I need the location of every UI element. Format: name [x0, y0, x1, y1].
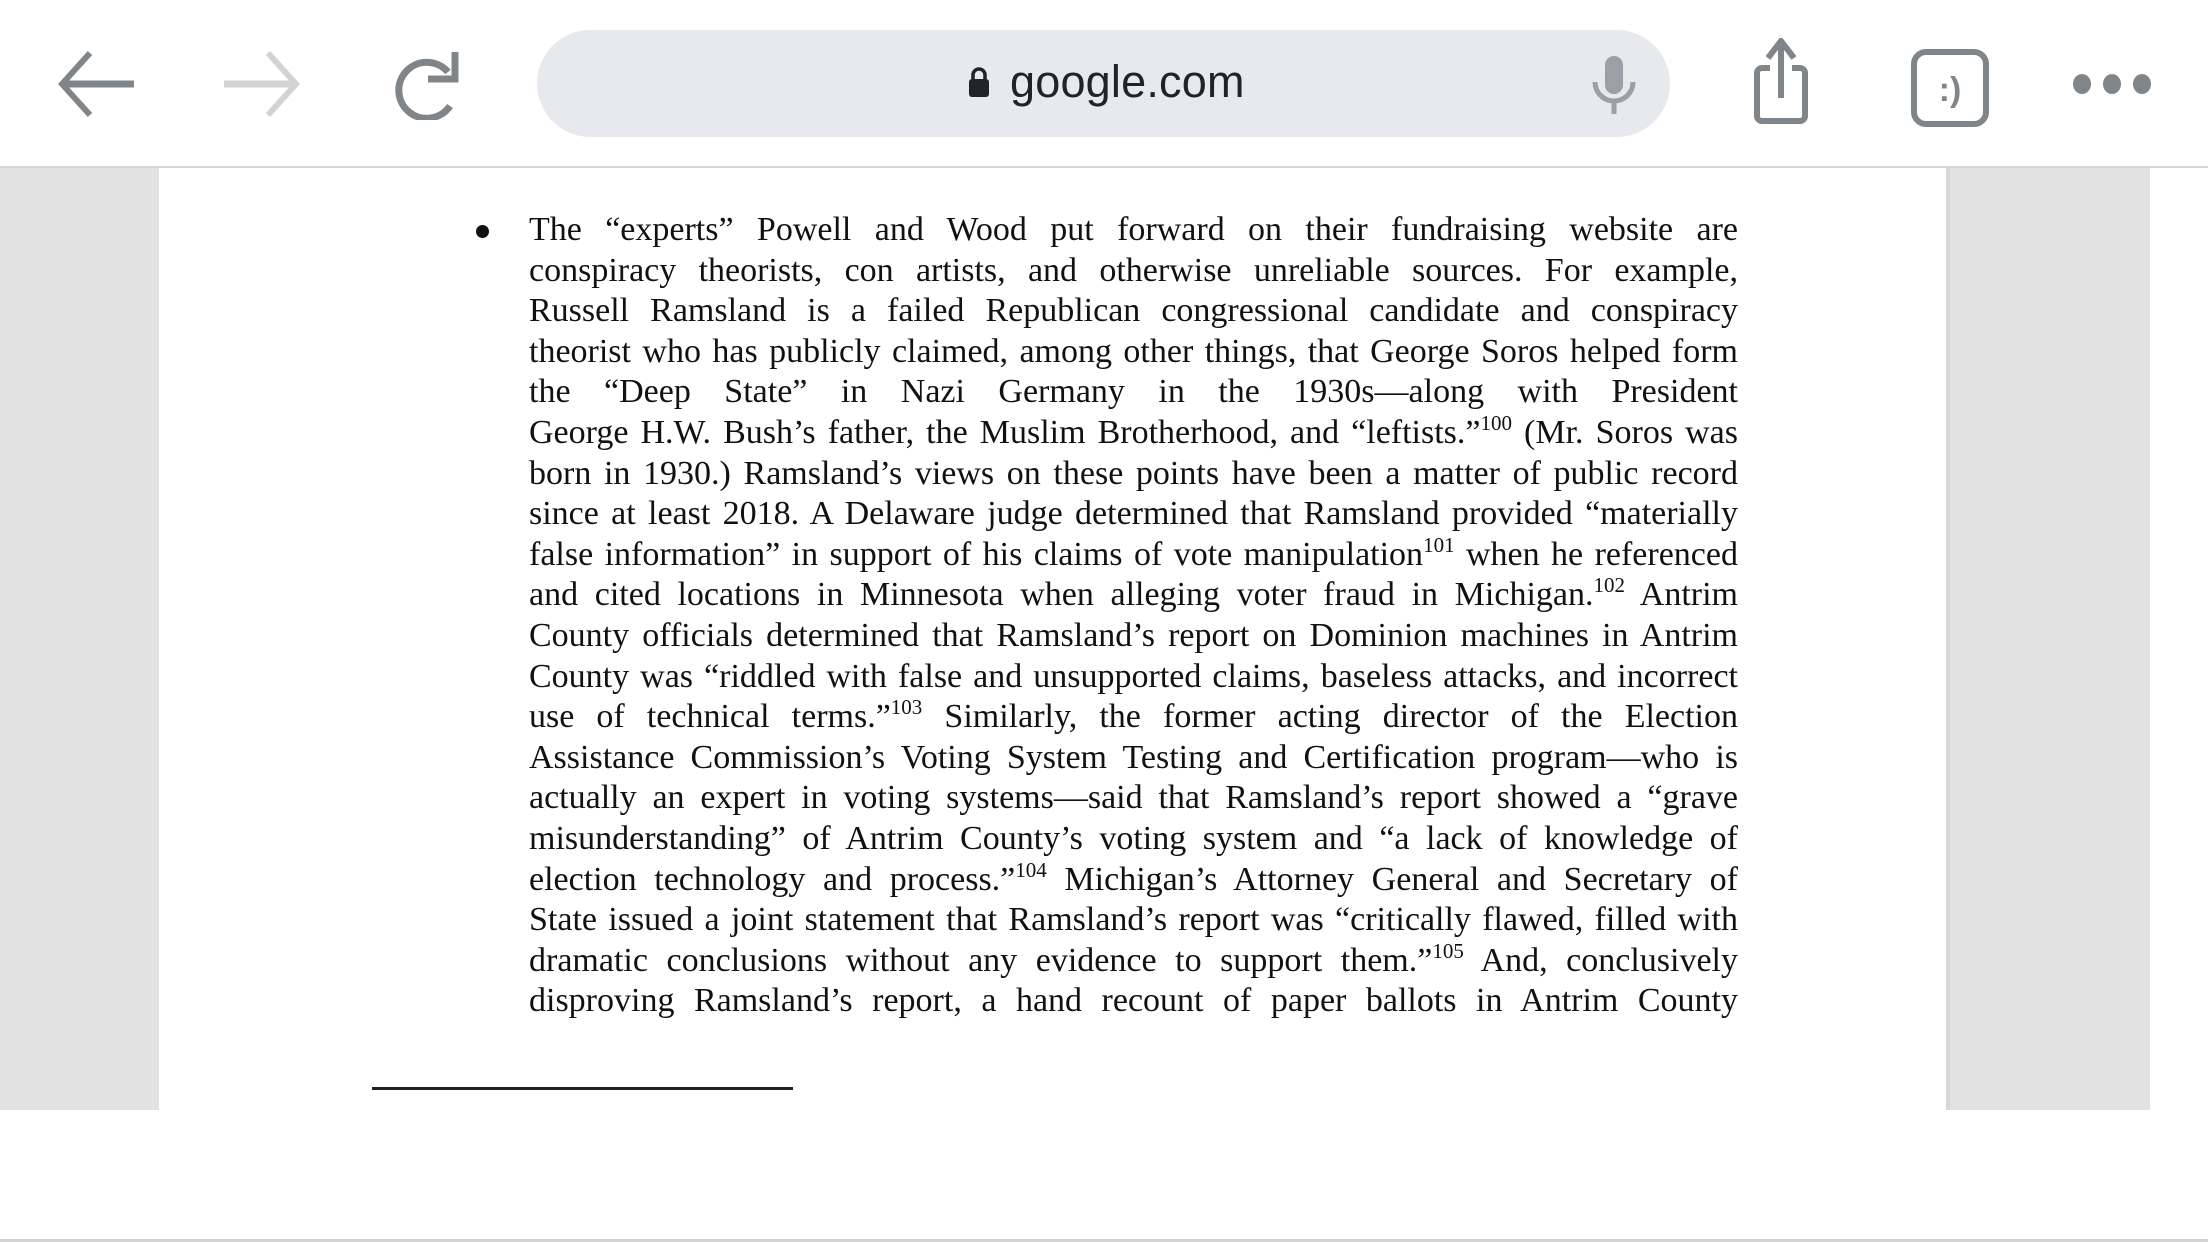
footnote-reference[interactable]: 103: [890, 695, 923, 720]
line-text-continued: And, conclusively: [1463, 941, 1739, 979]
url-text[interactable]: google.com: [1010, 56, 1245, 107]
text-line: [529, 616, 1738, 657]
line-text: election technology and process.”: [529, 860, 1016, 898]
line-text-continued: Similarly, the former acting director of the Election: [922, 698, 1738, 736]
line-text: false information” in support of his claims of vote manipulation: [529, 535, 1424, 573]
back-arrow-icon[interactable]: [58, 50, 136, 118]
line-text: Russell Ramsland is a failed Republican congressional candidate and conspiracy: [529, 292, 1738, 330]
document-page: [159, 168, 1946, 1110]
share-icon[interactable]: [1748, 38, 1814, 124]
line-text-continued: Antrim: [1625, 576, 1738, 614]
line-text: and cited locations in Minnesota when alleging voter fraud in Michigan.: [529, 576, 1594, 614]
text-line: [529, 657, 1738, 698]
line-text: conspiracy theorists, con artists, and otherwise unreliable sources. For example,: [529, 251, 1738, 289]
line-text-continued: (Mr. Soros was: [1512, 413, 1738, 451]
lock-icon: [968, 66, 990, 98]
footnote-reference[interactable]: 101: [1423, 532, 1455, 557]
bullet-paragraph: [529, 210, 1738, 1022]
browser-toolbar: [0, 0, 2208, 168]
microphone-icon[interactable]: [1590, 54, 1638, 116]
footnote-reference[interactable]: 102: [1593, 573, 1625, 598]
text-line: [529, 981, 1738, 1022]
viewer-gutter-left: [0, 168, 159, 1110]
line-text: State issued a joint statement that Ramsland’s report was “critically flawed, filled with: [529, 901, 1738, 939]
text-line: [529, 210, 1738, 251]
line-text: George H.W. Bush’s father, the Muslim Brotherhood, and “leftists.”: [529, 413, 1481, 451]
text-line: [529, 697, 1738, 738]
reload-icon[interactable]: [390, 50, 462, 120]
text-line: [529, 410, 1738, 454]
viewer-gutter-right: [1946, 168, 2150, 1110]
line-text-continued: Michigan’s Attorney General and Secretary of: [1046, 860, 1738, 898]
text-line: [529, 857, 1738, 901]
line-text-continued: when he referenced: [1454, 535, 1738, 573]
text-line: [529, 938, 1739, 982]
footnote-reference[interactable]: 105: [1432, 938, 1464, 963]
text-line: [529, 251, 1738, 292]
footnote-reference[interactable]: 100: [1480, 410, 1512, 435]
text-line: [529, 819, 1738, 860]
line-text: Assistance Commission’s Voting System Testing and Certification program—who is: [529, 738, 1738, 776]
text-line: [529, 778, 1738, 819]
text-line: [529, 738, 1738, 779]
text-line: [529, 494, 1738, 535]
line-text: born in 1930.) Ramsland’s views on these points have been a matter of public record: [529, 454, 1738, 492]
line-text: since at least 2018. A Delaware judge determined that Ramsland provided “materially: [529, 495, 1738, 533]
bullet-marker: [476, 225, 489, 238]
line-text: actually an expert in voting systems—said that Ramsland’s report showed a “grave: [529, 779, 1738, 817]
line-text: dramatic conclusions without any evidence to support them.”: [529, 941, 1433, 979]
text-line: [529, 291, 1738, 332]
line-text: theorist who has publicly claimed, among other things, that George Soros helped form: [529, 332, 1738, 370]
text-line: [529, 900, 1738, 941]
text-line: [529, 332, 1738, 373]
text-line: [529, 532, 1738, 576]
footnote-separator: [372, 1087, 793, 1090]
line-text: the “Deep State” in Nazi Germany in the 1930s—along with President: [529, 373, 1738, 411]
forward-arrow-icon[interactable]: [222, 50, 300, 118]
line-text: County officials determined that Ramsland’s report on Dominion machines in Antrim: [529, 616, 1738, 654]
text-line: [529, 575, 1738, 616]
more-dots-icon[interactable]: [2070, 72, 2154, 96]
pdf-viewer[interactable]: [0, 168, 2208, 1110]
text-line: [529, 454, 1738, 495]
line-text: use of technical terms.”: [529, 698, 891, 736]
line-text: disproving Ramsland’s report, a hand recount of paper ballots in Antrim County: [529, 982, 1738, 1020]
tabs-label: :): [1938, 71, 1962, 109]
line-text: The “experts” Powell and Wood put forward on their fundraising website are: [529, 211, 1738, 248]
line-text: County was “riddled with false and unsupported claims, baseless attacks, and incorrect: [529, 657, 1738, 695]
footnote-reference[interactable]: 104: [1015, 857, 1047, 882]
line-text: misunderstanding” of Antrim County’s voting system and “a lack of knowledge of: [529, 819, 1738, 857]
text-line: [529, 372, 1738, 413]
